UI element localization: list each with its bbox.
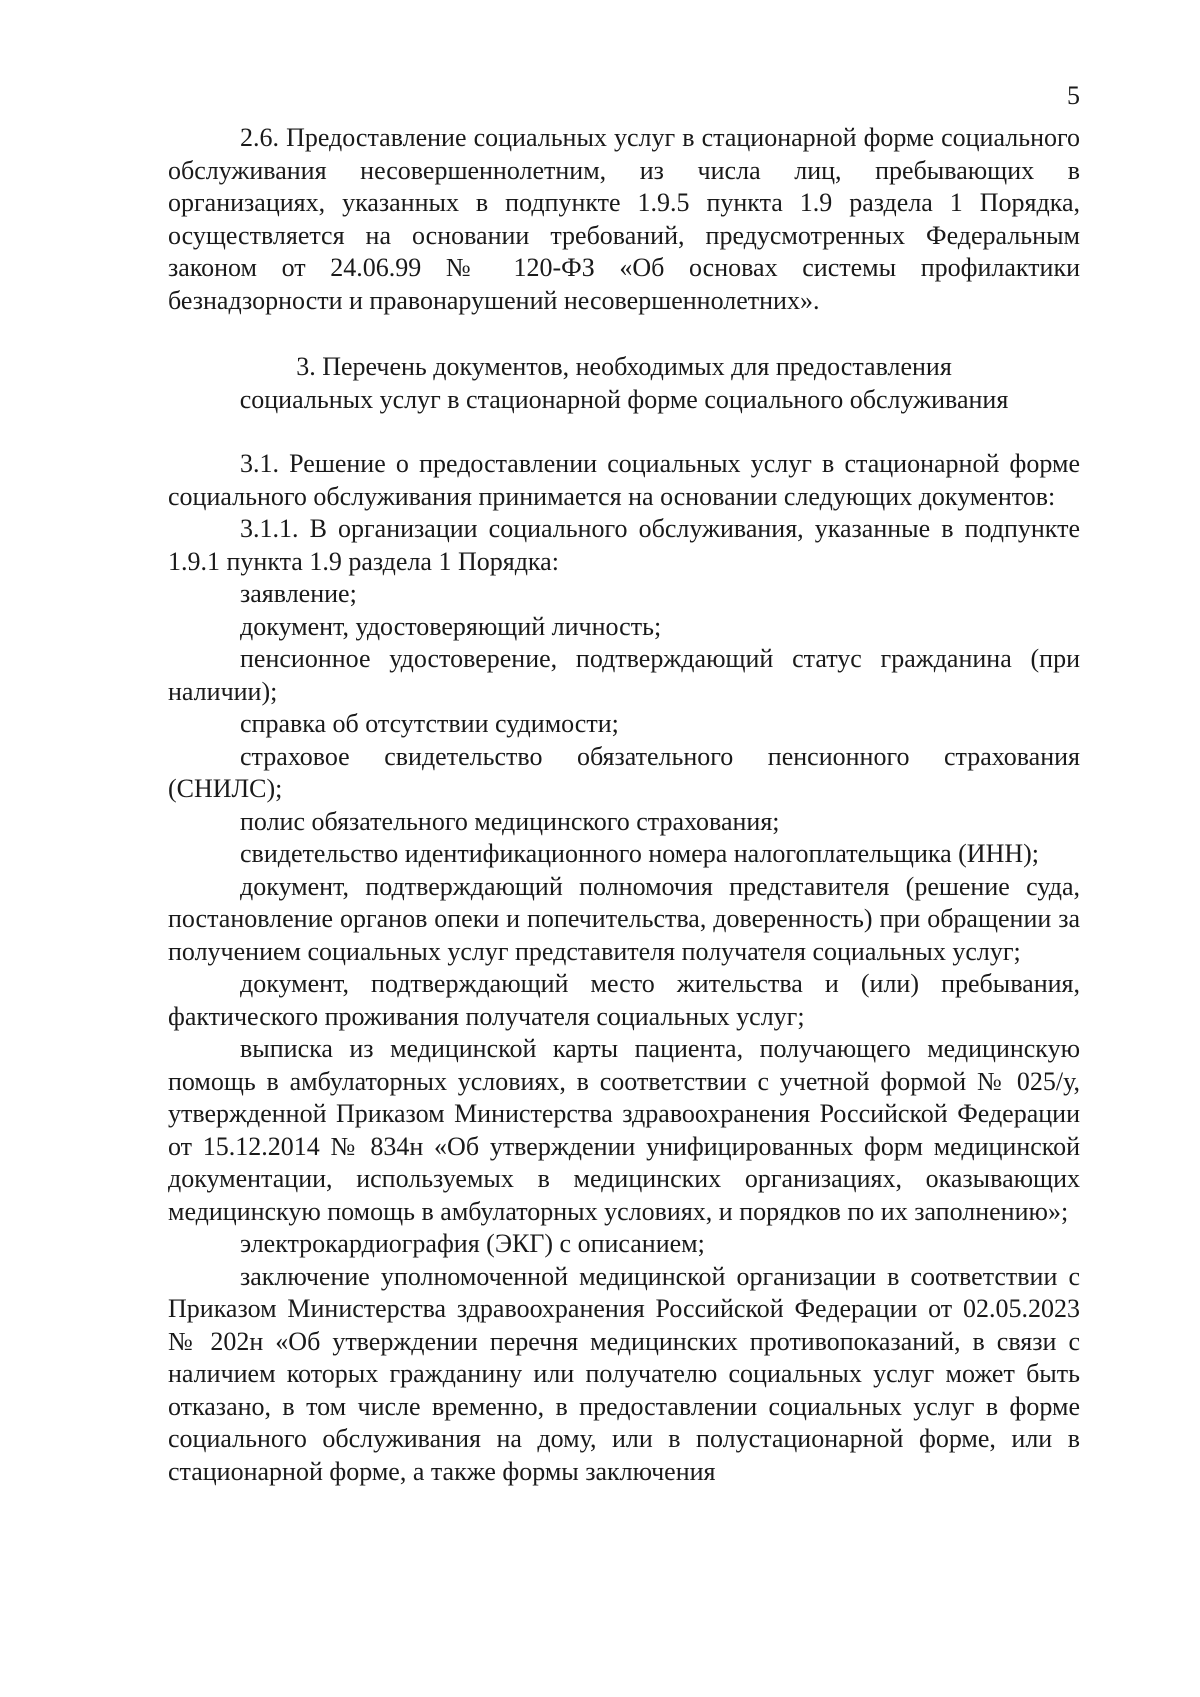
document-body	[168, 122, 1080, 1488]
list-item: документ, подтверждающий полномочия представителя (решение суда, постановление органов опеки и попечительства, доверенность) при обращении за получением социальных услуг представителя получателя социальных услуг;	[168, 871, 1080, 966]
list-item: выписка из медицинской карты пациента, получающего медицинскую помощь в амбулаторных условиях, в соответствии с учетной формой № 025/у, утвержденной Приказом Министерства здравоохранения Российской Федерации от 15.12.2014 № 834н «Об утверждении унифицированных форм медицинской документации, используемых в медицинских организациях, оказывающих медицинскую помощь в амбулаторных условиях, и порядков по их заполнению»;	[168, 1034, 1080, 1226]
page-number: 5	[1067, 81, 1080, 110]
spacer	[168, 317, 1080, 351]
list-item: полис обязательного медицинского страхования;	[240, 806, 780, 836]
list-item: заявление;	[240, 579, 357, 608]
paragraph-3-1-1: 3.1.1. В организации социального обслуживания, указанные в подпункте 1.9.1 пункта 1.9 раздела 1 Порядка:	[168, 514, 1080, 576]
spacer	[168, 416, 1080, 448]
list-item: заключение уполномоченной медицинской организации в соответствии с Приказом Министерства здравоохранения Российской Федерации от 02.05.2023 № 202н «Об утверждении перечня медицинских противопоказаний, в связи с наличием которых гражданину или получателю социальных услуг может быть отказано, в том числе временно, в предоставлении социальных услуг в форме социального обслуживания на дому, или в полустационарной форме, или в стационарной форме, а также формы заключения	[168, 1261, 1080, 1486]
list-item: документ, подтверждающий место жительства и (или) пребывания, фактического проживания получателя социальных услуг;	[168, 969, 1080, 1031]
list-item: справка об отсутствии судимости;	[240, 709, 619, 738]
list-item: электрокардиография (ЭКГ) с описанием;	[240, 1229, 705, 1258]
section-3-heading: 3. Перечень документов, необходимых для предоставления социальных услуг в стационарной форме социального обслуживания	[239, 352, 1009, 414]
list-item: страховое свидетельство обязательного пенсионного страхования (СНИЛС);	[168, 741, 1080, 803]
paragraph-3-1: 3.1. Решение о предоставлении социальных услуг в стационарной форме социального обслуживания принимается на основании следующих документов:	[168, 449, 1080, 511]
list-item: свидетельство идентификационного номера налогоплательщика (ИНН);	[240, 839, 1040, 868]
list-item: пенсионное удостоверение, подтверждающий статус гражданина (при наличии);	[168, 644, 1080, 706]
paragraph-2-6: 2.6. Предоставление социальных услуг в стационарной форме социального обслуживания несовершеннолетним, из числа лиц, пребывающих в организациях, указанных в подпункте 1.9.5 пункта 1.9 раздела 1 Порядка, осуществляется на основании требований, предусмотренных Федеральным законом от 24.06.99 № 120-ФЗ «Об основах системы профилактики безнадзорности и правонарушений несовершеннолетних».	[168, 123, 1080, 315]
list-item: документ, удостоверяющий личность;	[240, 611, 662, 641]
